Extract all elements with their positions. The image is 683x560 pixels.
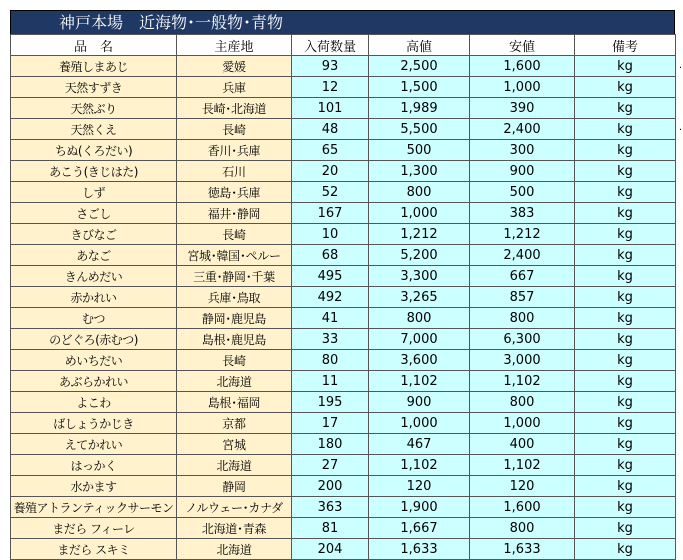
- cell-unit: kg: [575, 161, 676, 182]
- table-row: [11, 455, 676, 476]
- cell-unit: kg: [575, 455, 676, 476]
- cell-item-name: めいちだい: [11, 350, 177, 371]
- cell-unit: kg: [575, 539, 676, 560]
- cell-quantity: 33: [292, 329, 369, 350]
- cell-high-price: 1,102: [369, 455, 470, 476]
- table-row: [11, 434, 676, 455]
- cell-high-price: 800: [369, 182, 470, 203]
- cell-unit: kg: [575, 266, 676, 287]
- cell-unit: kg: [575, 119, 676, 140]
- cell-origin: ノルウェー･カナダ: [177, 497, 292, 518]
- cell-low-price: 120: [470, 476, 575, 497]
- cell-quantity: 81: [292, 518, 369, 539]
- cell-quantity: 492: [292, 287, 369, 308]
- cell-unit: kg: [575, 287, 676, 308]
- cell-item-name: あこう(きじはた): [11, 161, 177, 182]
- cell-origin: 兵庫･鳥取: [177, 287, 292, 308]
- table-row: [11, 140, 676, 161]
- cell-high-price: 3,300: [369, 266, 470, 287]
- price-sheet: [10, 10, 675, 560]
- cell-origin: 北海道: [177, 455, 292, 476]
- cell-item-name: あぶらかれい: [11, 371, 177, 392]
- cell-high-price: 1,500: [369, 77, 470, 98]
- cell-low-price: 1,102: [470, 455, 575, 476]
- cell-quantity: 101: [292, 98, 369, 119]
- cell-unit: kg: [575, 371, 676, 392]
- cell-origin: 福井･静岡: [177, 203, 292, 224]
- cell-low-price: 667: [470, 266, 575, 287]
- cell-origin: 静岡: [177, 476, 292, 497]
- cell-quantity: 195: [292, 392, 369, 413]
- cell-unit: kg: [575, 203, 676, 224]
- cell-high-price: 1,000: [369, 413, 470, 434]
- sheet-title: 神戸本場 近海物･一般物･青物: [10, 10, 675, 34]
- table-row: [11, 350, 676, 371]
- cell-high-price: 1,300: [369, 161, 470, 182]
- table-row: [11, 203, 676, 224]
- cell-item-name: 養殖アトランティックサーモン: [11, 497, 177, 518]
- cell-low-price: 383: [470, 203, 575, 224]
- cell-high-price: 1,900: [369, 497, 470, 518]
- cell-item-name: きびなご: [11, 224, 177, 245]
- cell-origin: 島根･鹿児島: [177, 329, 292, 350]
- cell-origin: 北海道･青森: [177, 518, 292, 539]
- cell-origin: 兵庫: [177, 77, 292, 98]
- cell-item-name: 天然くえ: [11, 119, 177, 140]
- table-row: [11, 182, 676, 203]
- header-origin: 主産地: [177, 35, 292, 56]
- cell-origin: 北海道: [177, 539, 292, 560]
- header-low-price: 安値: [470, 35, 575, 56]
- cell-high-price: 1,102: [369, 371, 470, 392]
- cell-unit: kg: [575, 413, 676, 434]
- cell-item-name: 養殖しまあじ: [11, 56, 177, 77]
- cell-quantity: 12: [292, 77, 369, 98]
- cell-quantity: 93: [292, 56, 369, 77]
- cell-high-price: 900: [369, 392, 470, 413]
- cell-origin: 長崎: [177, 224, 292, 245]
- cell-high-price: 5,200: [369, 245, 470, 266]
- cell-low-price: 800: [470, 392, 575, 413]
- cell-high-price: 467: [369, 434, 470, 455]
- cell-item-name: 天然すずき: [11, 77, 177, 98]
- cell-quantity: 80: [292, 350, 369, 371]
- cell-high-price: 500: [369, 140, 470, 161]
- cell-low-price: 1,600: [470, 56, 575, 77]
- cell-quantity: 200: [292, 476, 369, 497]
- cell-item-name: さごし: [11, 203, 177, 224]
- table-row: [11, 329, 676, 350]
- table-row: [11, 161, 676, 182]
- table-row: [11, 98, 676, 119]
- cell-unit: kg: [575, 329, 676, 350]
- cell-origin: 宮城･韓国･ペルー: [177, 245, 292, 266]
- cell-low-price: 800: [470, 308, 575, 329]
- edge-mark: .: [678, 60, 682, 71]
- table-row: [11, 119, 676, 140]
- cell-origin: 長崎: [177, 350, 292, 371]
- cell-unit: kg: [575, 182, 676, 203]
- cell-low-price: 1,212: [470, 224, 575, 245]
- cell-item-name: あなご: [11, 245, 177, 266]
- cell-quantity: 27: [292, 455, 369, 476]
- cell-item-name: はっかく: [11, 455, 177, 476]
- cell-quantity: 204: [292, 539, 369, 560]
- cell-origin: 石川: [177, 161, 292, 182]
- cell-low-price: 3,000: [470, 350, 575, 371]
- cell-low-price: 800: [470, 518, 575, 539]
- table-row: [11, 518, 676, 539]
- cell-item-name: 天然ぶり: [11, 98, 177, 119]
- cell-origin: 長崎･北海道: [177, 98, 292, 119]
- cell-unit: kg: [575, 476, 676, 497]
- cell-low-price: 300: [470, 140, 575, 161]
- cell-high-price: 1,989: [369, 98, 470, 119]
- cell-high-price: 1,633: [369, 539, 470, 560]
- table-row: [11, 56, 676, 77]
- table-row: [11, 497, 676, 518]
- cell-unit: kg: [575, 98, 676, 119]
- cell-quantity: 167: [292, 203, 369, 224]
- cell-unit: kg: [575, 77, 676, 98]
- cell-item-name: よこわ: [11, 392, 177, 413]
- cell-quantity: 10: [292, 224, 369, 245]
- cell-unit: kg: [575, 434, 676, 455]
- table-row: [11, 287, 676, 308]
- table-row: [11, 308, 676, 329]
- cell-unit: kg: [575, 224, 676, 245]
- table-row: [11, 413, 676, 434]
- cell-item-name: ちぬ(くろだい): [11, 140, 177, 161]
- table-row: [11, 77, 676, 98]
- cell-low-price: 1,600: [470, 497, 575, 518]
- cell-low-price: 2,400: [470, 119, 575, 140]
- table-row: [11, 371, 676, 392]
- cell-item-name: しず: [11, 182, 177, 203]
- table-row: [11, 539, 676, 560]
- header-note: 備考: [575, 35, 676, 56]
- cell-item-name: 赤かれい: [11, 287, 177, 308]
- cell-unit: kg: [575, 140, 676, 161]
- cell-high-price: 1,000: [369, 203, 470, 224]
- cell-quantity: 20: [292, 161, 369, 182]
- cell-origin: 三重･静岡･千葉: [177, 266, 292, 287]
- cell-unit: kg: [575, 308, 676, 329]
- cell-high-price: 2,500: [369, 56, 470, 77]
- cell-high-price: 120: [369, 476, 470, 497]
- cell-item-name: むつ: [11, 308, 177, 329]
- header-quantity: 入荷数量: [292, 35, 369, 56]
- cell-unit: kg: [575, 245, 676, 266]
- cell-origin: 香川･兵庫: [177, 140, 292, 161]
- cell-quantity: 52: [292, 182, 369, 203]
- cell-item-name: ばしょうかじき: [11, 413, 177, 434]
- cell-origin: 京都: [177, 413, 292, 434]
- cell-origin: 長崎: [177, 119, 292, 140]
- table-row: [11, 224, 676, 245]
- cell-low-price: 2,400: [470, 245, 575, 266]
- cell-low-price: 1,102: [470, 371, 575, 392]
- cell-quantity: 11: [292, 371, 369, 392]
- cell-low-price: 400: [470, 434, 575, 455]
- price-table: [10, 34, 676, 560]
- cell-quantity: 65: [292, 140, 369, 161]
- table-row: [11, 245, 676, 266]
- table-row: [11, 266, 676, 287]
- edge-mark: .: [678, 122, 682, 133]
- cell-unit: kg: [575, 350, 676, 371]
- cell-high-price: 3,600: [369, 350, 470, 371]
- cell-high-price: 1,667: [369, 518, 470, 539]
- cell-high-price: 5,500: [369, 119, 470, 140]
- cell-quantity: 180: [292, 434, 369, 455]
- header-name: 品 名: [11, 35, 177, 56]
- cell-origin: 北海道: [177, 371, 292, 392]
- cell-high-price: 1,212: [369, 224, 470, 245]
- cell-quantity: 48: [292, 119, 369, 140]
- cell-quantity: 41: [292, 308, 369, 329]
- cell-item-name: えてかれい: [11, 434, 177, 455]
- table-row: [11, 392, 676, 413]
- cell-high-price: 800: [369, 308, 470, 329]
- header-row: [11, 35, 676, 56]
- table-row: [11, 476, 676, 497]
- cell-unit: kg: [575, 518, 676, 539]
- cell-item-name: まだら スキミ: [11, 539, 177, 560]
- cell-origin: 島根･福岡: [177, 392, 292, 413]
- cell-unit: kg: [575, 497, 676, 518]
- cell-quantity: 363: [292, 497, 369, 518]
- cell-unit: kg: [575, 56, 676, 77]
- cell-origin: 静岡･鹿児島: [177, 308, 292, 329]
- cell-low-price: 6,300: [470, 329, 575, 350]
- cell-origin: 愛媛: [177, 56, 292, 77]
- cell-quantity: 495: [292, 266, 369, 287]
- cell-low-price: 500: [470, 182, 575, 203]
- cell-origin: 徳島･兵庫: [177, 182, 292, 203]
- cell-low-price: 1,633: [470, 539, 575, 560]
- cell-low-price: 857: [470, 287, 575, 308]
- cell-low-price: 1,000: [470, 413, 575, 434]
- header-high-price: 高値: [369, 35, 470, 56]
- cell-low-price: 1,000: [470, 77, 575, 98]
- cell-high-price: 3,265: [369, 287, 470, 308]
- cell-quantity: 17: [292, 413, 369, 434]
- cell-unit: kg: [575, 392, 676, 413]
- cell-item-name: 水かます: [11, 476, 177, 497]
- cell-item-name: のどぐろ(赤むつ): [11, 329, 177, 350]
- cell-low-price: 390: [470, 98, 575, 119]
- cell-low-price: 900: [470, 161, 575, 182]
- cell-high-price: 7,000: [369, 329, 470, 350]
- cell-item-name: きんめだい: [11, 266, 177, 287]
- cell-origin: 宮城: [177, 434, 292, 455]
- cell-item-name: まだら フィーレ: [11, 518, 177, 539]
- cell-quantity: 68: [292, 245, 369, 266]
